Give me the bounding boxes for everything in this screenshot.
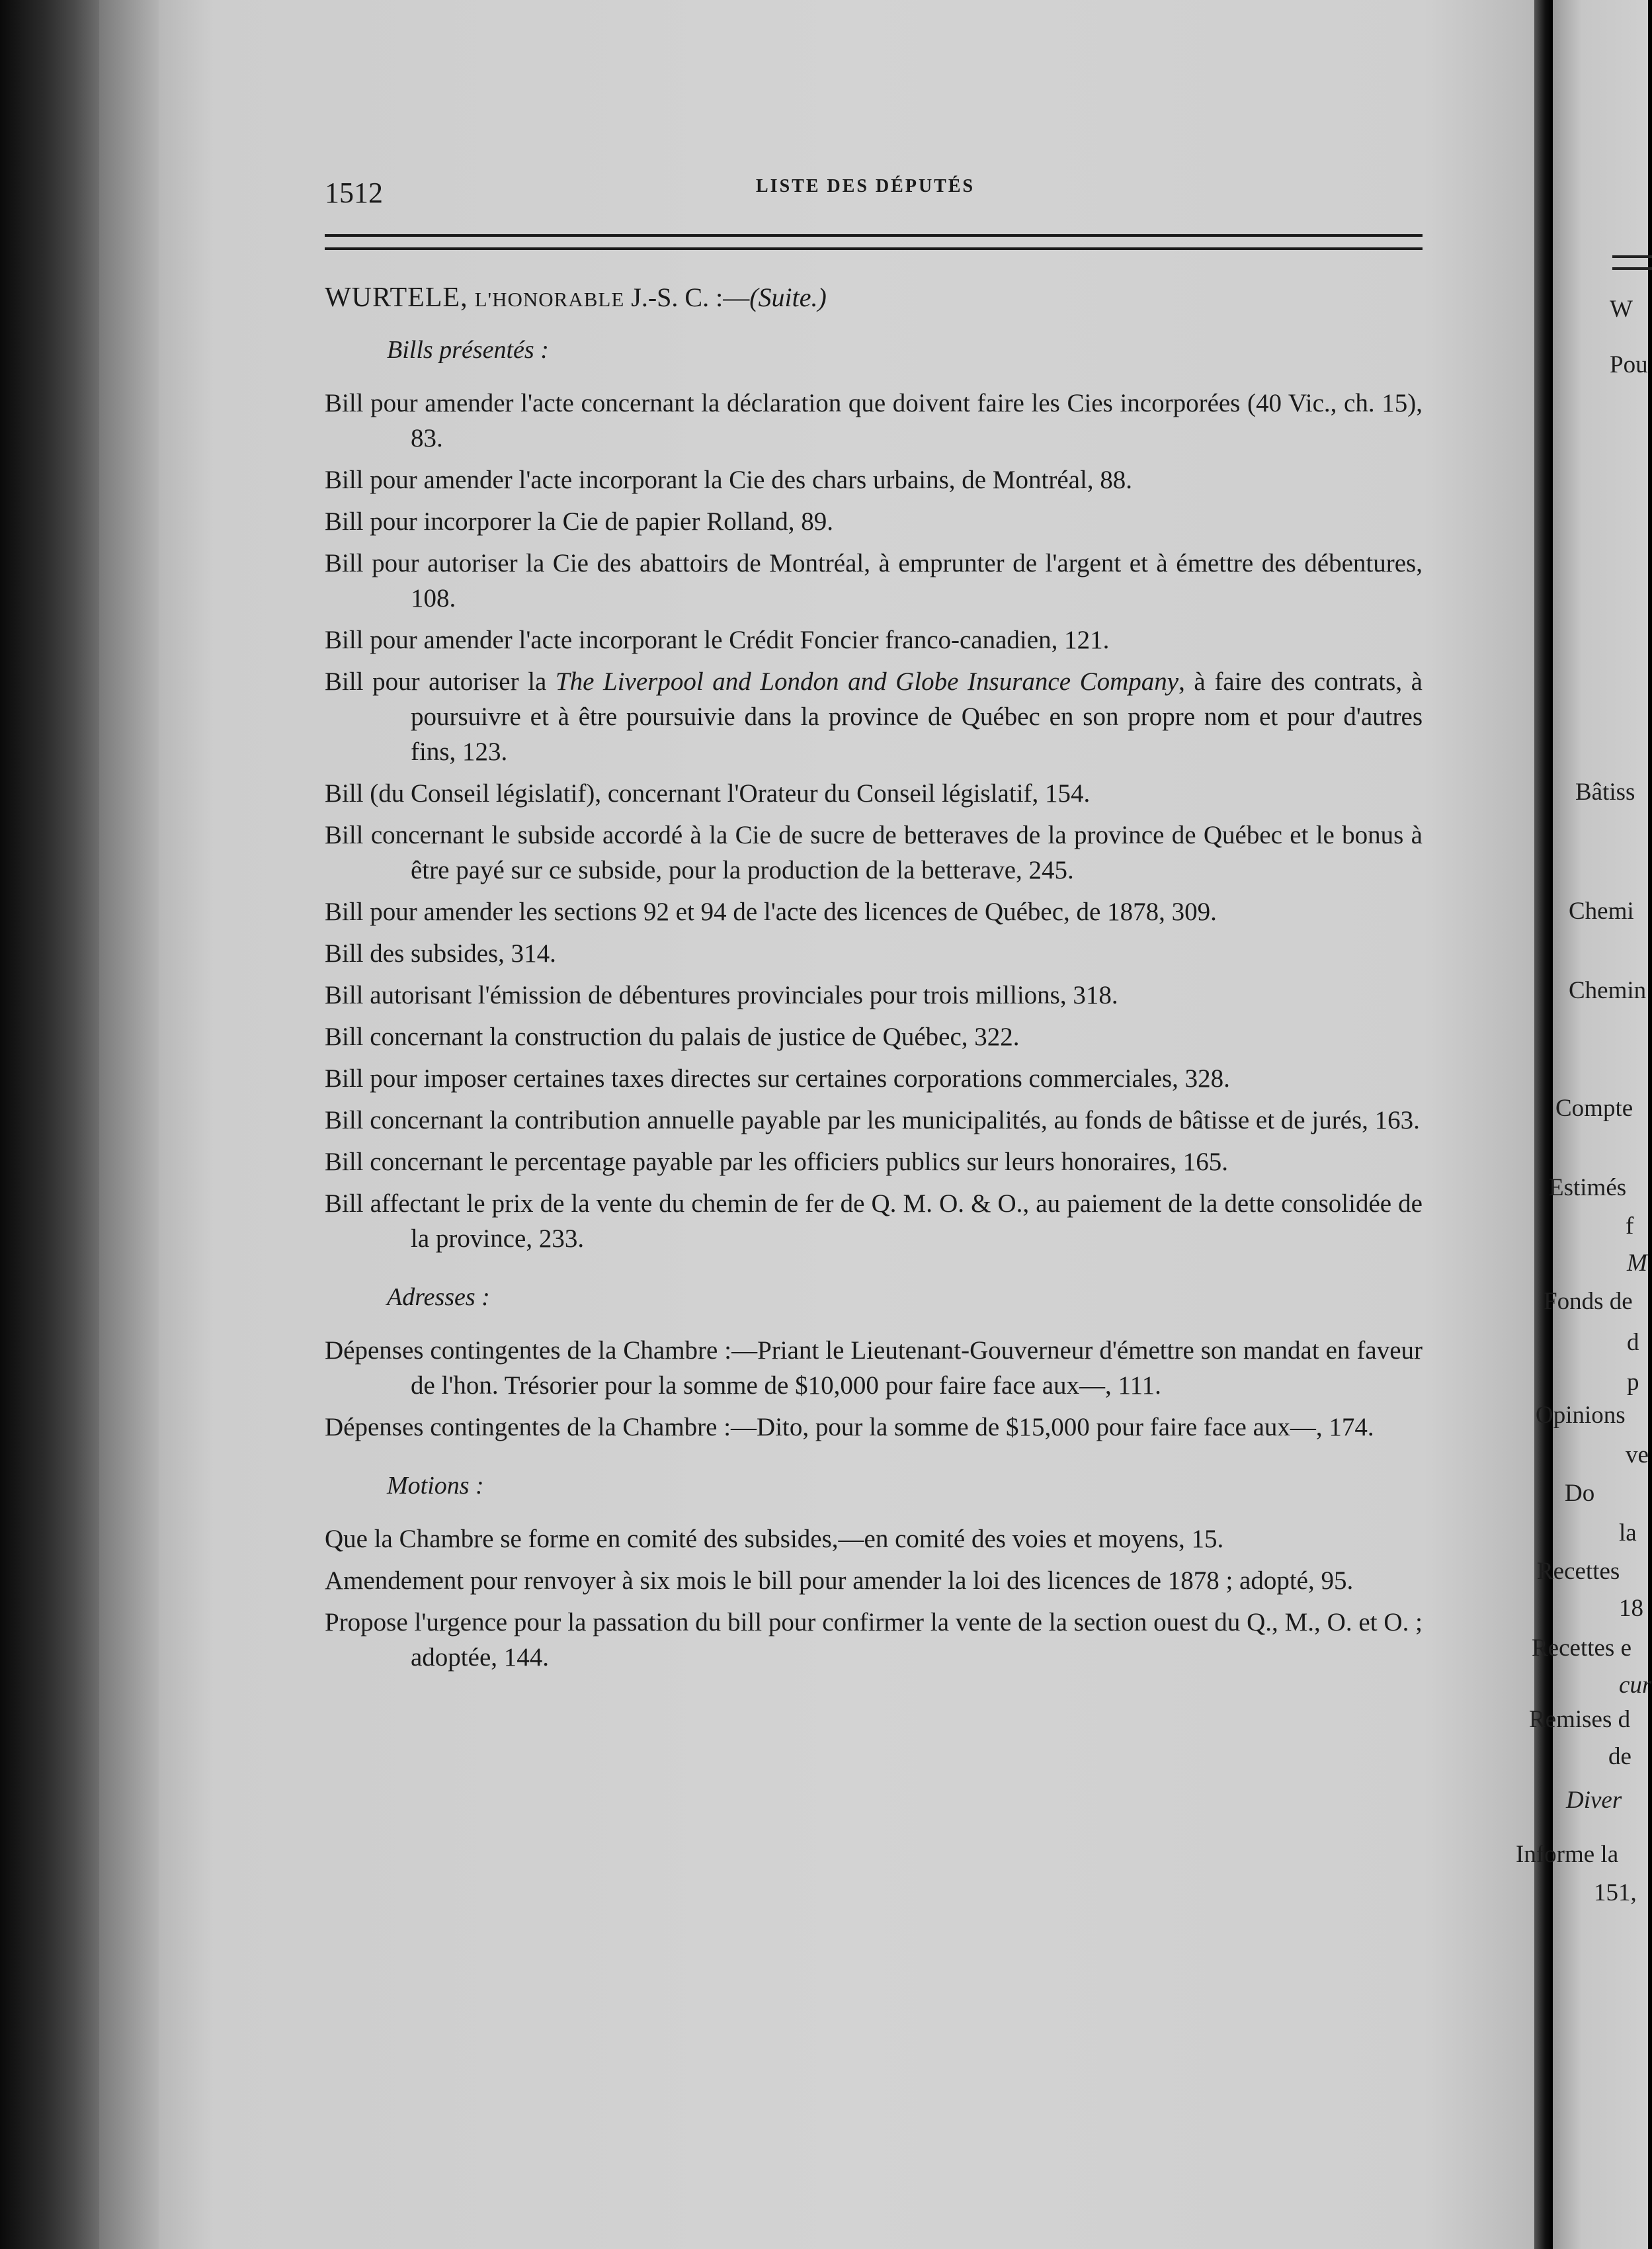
list-item: Bill autorisant l'émission de débentures provinciales pour trois millions, 318. — [325, 981, 1118, 1009]
section-title-motions: Motions : — [387, 1472, 484, 1500]
facing-page-fragment: d — [1627, 1329, 1639, 1356]
facing-page-rule — [1612, 255, 1652, 270]
list-item: Bill pour amender l'acte incorporant le Crédit Foncier franco-canadien, 121. — [325, 626, 1110, 654]
section-title-adresses: Adresses : — [387, 1283, 490, 1311]
list-item: Bill pour amender les sections 92 et 94 de l'acte des licences de Québec, de 1878, 309. — [325, 898, 1217, 926]
entry-text: , à faire des contrats, à poursuivre et à être poursuivie dans la province de Québec en son propre nom et pour d'autres fins, 123. — [411, 667, 1423, 766]
list-item: Que la Chambre se forme en comité des subsides,—en comité des voies et moyens, 15. — [325, 1525, 1224, 1553]
running-title: LISTE DES DÉPUTÉS — [756, 176, 975, 196]
facing-page-fragment: cur — [1619, 1672, 1652, 1699]
facing-page-fragment: Pou — [1610, 351, 1648, 378]
facing-page-fragment: ve — [1626, 1441, 1649, 1468]
facing-page-edge — [1516, 0, 1652, 2249]
list-item: Bill pour incorporer la Cie de papier Rolland, 89. — [325, 507, 833, 536]
suite-label: (Suite.) — [749, 282, 827, 312]
entry-text: Bill pour autoriser la — [325, 667, 556, 696]
facing-page-fragment: M — [1627, 1250, 1647, 1277]
list-item: Bill affectant le prix de la vente du chemin de fer de Q. M. O. & O., au paiement de la dette consolidée de la province, 233. — [325, 1189, 1423, 1253]
list-item: Dépenses contingentes de la Chambre :—Dito, pour la somme de $15,000 pour faire face aux—, 174. — [325, 1413, 1374, 1441]
facing-page-fragment: de — [1608, 1743, 1631, 1770]
facing-page-fragment: Fonds de — [1544, 1288, 1633, 1315]
list-item: Bill concernant le percentage payable par les officiers publics sur leurs honoraires, 165. — [325, 1148, 1228, 1176]
list-item: Propose l'urgence pour la passation du bill pour confirmer la vente de la section ouest du Q., M., O. et O. ; adoptée, 144. — [325, 1608, 1423, 1672]
list-item-liverpool — [325, 664, 1423, 769]
facing-page-fragment: Do — [1565, 1480, 1595, 1507]
facing-page-fragment: Bâtiss — [1575, 779, 1635, 806]
facing-page-fragment: Chemin — [1569, 977, 1647, 1004]
list-item: Amendement pour renvoyer à six mois le bill pour amender la loi des licences de 1878 ; adopté, 95. — [325, 1566, 1354, 1595]
facing-page-fragment: Compte — [1555, 1095, 1633, 1122]
facing-page-fragment: Informe la — [1516, 1841, 1619, 1868]
facing-page-fragment: 151, — [1594, 1879, 1637, 1906]
list-item: Bill pour amender l'acte incorporant la Cie des chars urbains, de Montréal, 88. — [325, 466, 1133, 494]
facing-page-fragment: Diver — [1566, 1787, 1622, 1814]
list-item: Bill pour imposer certaines taxes directes sur certaines corporations commerciales, 328. — [325, 1064, 1230, 1093]
list-item: Dépenses contingentes de la Chambre :—Priant le Lieutenant-Gouverneur d'émettre son mandat en faveur de l'hon. Trésorier pour la somme de $10,000 pour faire face aux—, 111. — [325, 1336, 1423, 1400]
page-body — [325, 278, 1423, 1681]
page-stack-edge — [99, 0, 159, 2249]
book-gutter — [1534, 0, 1553, 2249]
facing-page-fragment: Recettes — [1537, 1558, 1620, 1585]
page-number: 1512 — [325, 177, 383, 209]
list-item: Bill concernant le subside accordé à la Cie de sucre de betteraves de la province de Québec et le bonus à être payé sur ce subside, pour la production de la betterave, 245. — [325, 821, 1423, 884]
company-name: The Liverpool and London and Globe Insurance Company — [555, 667, 1179, 696]
list-item: Bill des subsides, 314. — [325, 939, 556, 968]
facing-page-fragment: f — [1626, 1212, 1634, 1240]
list-item: Bill concernant la construction du palais de justice de Québec, 322. — [325, 1023, 1020, 1051]
member-name: WURTELE, — [325, 282, 468, 313]
facing-page-fragment: W — [1610, 296, 1633, 323]
member-honorific: L'HONORABLE — [474, 288, 625, 311]
list-item: Bill concernant la contribution annuelle payable par les municipalités, au fonds de bâtisse et de jurés, 163. — [325, 1106, 1420, 1134]
facing-page-fragment: Chemi — [1569, 898, 1634, 925]
facing-page-fragment: Estimés — [1549, 1174, 1627, 1201]
facing-page-fragment: p — [1627, 1369, 1639, 1396]
facing-page-fragment: Remises d — [1529, 1706, 1631, 1733]
member-heading — [325, 278, 1423, 319]
facing-page-fragment: Opinions — [1536, 1402, 1626, 1429]
member-initials: J.-S. C. :— — [631, 282, 750, 312]
facing-page-fragment: 18 — [1619, 1595, 1643, 1622]
header-double-rule — [325, 234, 1423, 250]
list-item: Bill pour amender l'acte concernant la déclaration que doivent faire les Cies incorporées (40 Vic., ch. 15), 83. — [325, 389, 1423, 452]
list-item: Bill (du Conseil législatif), concernant l'Orateur du Conseil législatif, 154. — [325, 779, 1091, 808]
facing-page-fragment: Recettes e — [1532, 1634, 1631, 1662]
facing-page-fragment: la — [1619, 1519, 1637, 1547]
section-title-bills: Bills présentés : — [387, 336, 549, 364]
list-item: Bill pour autoriser la Cie des abattoirs de Montréal, à emprunter de l'argent et à émettre des débentures, 108. — [325, 549, 1423, 613]
book-binding-edge — [0, 0, 99, 2249]
